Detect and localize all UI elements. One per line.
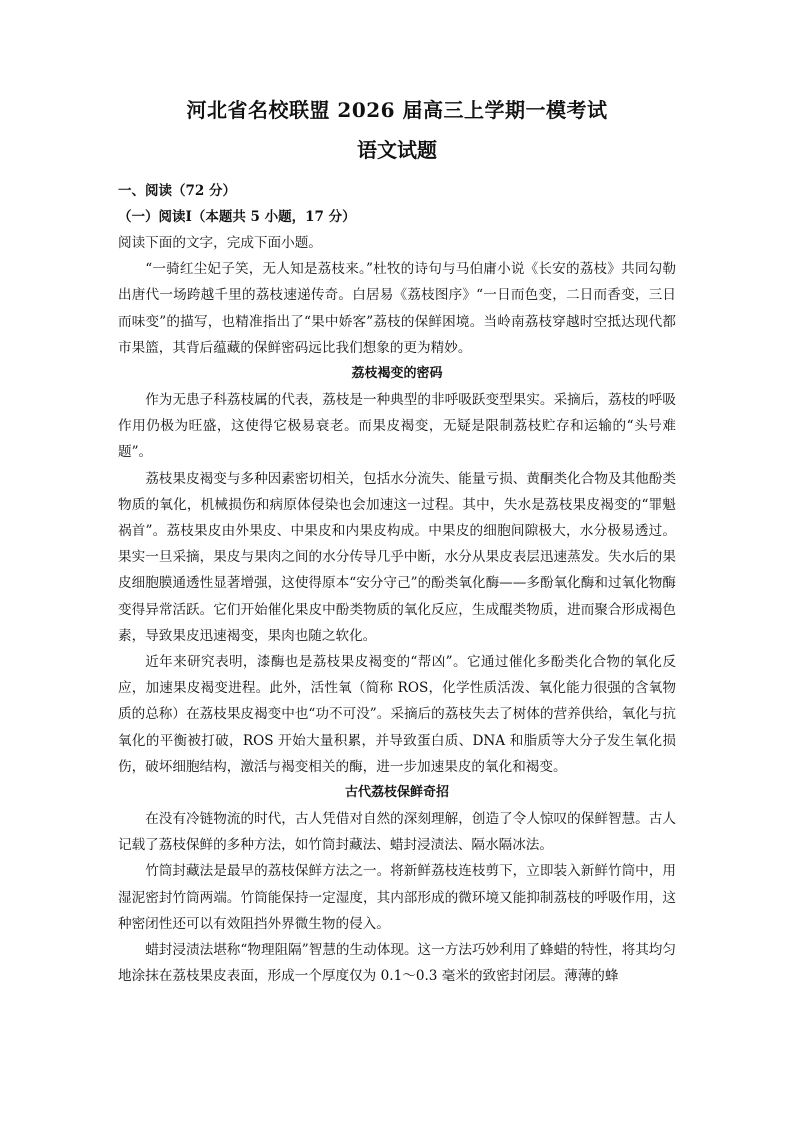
- article-paragraph: 作为无患子科荔枝属的代表，荔枝是一种典型的非呼吸跃变型果实。采摘后，荔枝的呼吸作用仍极为旺盛，这使得它极易衰老。而果皮褐变，无疑是限制荔枝贮存和运输的“头号难题”。: [118, 392, 676, 461]
- article-heading-ancient: 古代荔枝保鲜奇招: [344, 785, 449, 801]
- article-heading-browning: 荔枝褐变的密码: [351, 366, 443, 382]
- subsection-heading: （一）阅读Ⅰ（本题共 5 小题，17 分）: [118, 209, 356, 225]
- page-subtitle: 语文试题: [357, 138, 437, 162]
- article-intro: “一骑红尘妃子笑，无人知是荔枝来。”杜牧的诗句与马伯庸小说《长安的荔枝》共同勾勒出唐代一场跨越千里的荔枝速递传奇。白居易《荔枝图序》“一日而色变，二日而香变，三日而味变”的描写，也精准指出了“果中娇客”荔枝的保鲜困境。当岭南荔枝穿越时空抵达现代都市果篮，其背后蕴藏的保鲜密码远比我们想象的更为精妙。: [118, 261, 676, 356]
- section-heading: 一、阅读（72 分）: [118, 183, 236, 199]
- instruction-text: 阅读下面的文字，完成下面小题。: [118, 235, 322, 251]
- article-paragraph: 竹筒封藏法是最早的荔枝保鲜方法之一。将新鲜荔枝连枝剪下，立即装入新鲜竹筒中，用湿泥密封竹筒两端。竹筒能保持一定湿度，其内部形成的微环境又能抑制荔枝的呼吸作用，这种密闭性还可以有效阻挡外界微生物的侵入。: [118, 863, 676, 932]
- page-title: 河北省名校联盟 2026 届高三上学期一模考试: [186, 98, 608, 122]
- article-paragraph: 荔枝果皮褐变与多种因素密切相关，包括水分流失、能量亏损、黄酮类化合物及其他酚类物质的氧化，机械损伤和病原体侵染也会加速这一过程。其中，失水是荔枝果皮褐变的“罪魁祸首”。荔枝果皮由外果皮、中果皮和内果皮构成。中果皮的细胞间隙极大，水分极易透过。果实一旦采摘，果皮与果肉之间的水分传导几乎中断，水分从果皮表层迅速蒸发。失水后的果皮细胞膜通透性显著增强，这使得原本“安分守己”的酚类氧化酶——多酚氧化酶和过氧化物酶变得异常活跃。它们开始催化果皮中酚类物质的氧化反应，生成醌类物质，进而聚合形成褐色素，导致果皮迅速褐变，果肉也随之软化。: [118, 470, 676, 644]
- article-paragraph: 蜡封浸渍法堪称“物理阻隔”智慧的生动体现。这一方法巧妙利用了蜂蜡的特性，将其均匀地涂抹在荔枝果皮表面，形成一个厚度仅为 0.1～0.3 毫米的致密封闭层。薄薄的蜂: [118, 942, 676, 985]
- article-paragraph: 在没有冷链物流的时代，古人凭借对自然的深刻理解，创造了令人惊叹的保鲜智慧。古人记载了荔枝保鲜的多种方法，如竹筒封藏法、蜡封浸渍法、隔水隔冰法。: [118, 811, 676, 854]
- article-paragraph: 近年来研究表明，漆酶也是荔枝果皮褐变的“帮凶”。它通过催化多酚类化合物的氧化反应，加速果皮褐变进程。此外，活性氧（简称 ROS，化学性质活泼、氧化能力很强的含氧物质的总称）在荔枝果皮褐变中也“功不可没”。采摘后的荔枝失去了树体的营养供给，氧化与抗氧化的平衡被打破，ROS 开始大量积累，并导致蛋白质、DNA 和脂质等大分子发生氧化损伤，破坏细胞结构，激活与褐变相关的酶，进一步加速果皮的氧化和褐变。: [118, 654, 676, 775]
- exam-page: [118, 96, 676, 989]
